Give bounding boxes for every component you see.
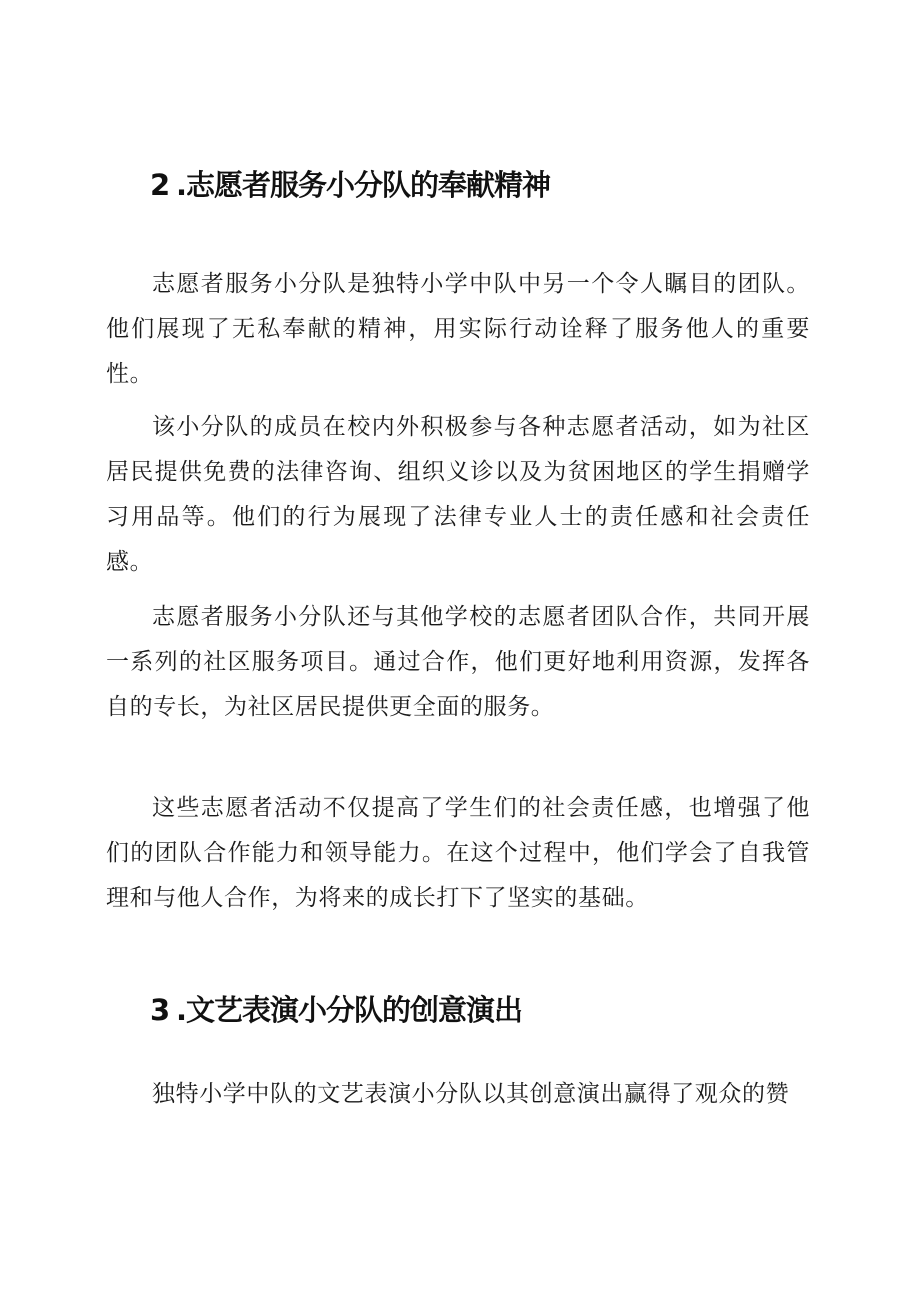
section-number: 2	[150, 168, 170, 202]
paragraph: 志愿者服务小分队还与其他学校的志愿者团队合作，共同开展一系列的社区服务项目。通过合作，他们更好地利用资源，发挥各自的专长，为社区居民提供更全面的服务。	[106, 604, 810, 720]
paragraph: 该小分队的成员在校内外积极参与各种志愿者活动，如为社区居民提供免费的法律咨询、组织义诊以及为贫困地区的学生捐赠学习用品等。他们的行为展现了法律专业人士的责任感和社会责任感。	[106, 414, 810, 575]
section-title: .志愿者服务小分队的奉献精神	[176, 168, 551, 202]
paragraph: 志愿者服务小分队是独特小学中队中另一个令人瞩目的团队。他们展现了无私奉献的精神，用实际行动诠释了服务他人的重要性。	[106, 271, 810, 387]
section-heading-3	[150, 992, 522, 1028]
section-title: .文艺表演小分队的创意演出	[176, 993, 523, 1027]
section-number: 3	[150, 993, 170, 1027]
paragraph: 这些志愿者活动不仅提高了学生们的社会责任感，也增强了他们的团队合作能力和领导能力。在这个过程中，他们学会了自我管理和与他人合作，为将来的成长打下了坚实的基础。	[106, 795, 810, 911]
section-heading-2	[150, 167, 550, 203]
paragraph: 独特小学中队的文艺表演小分队以其创意演出赢得了观众的赞	[152, 1081, 790, 1107]
